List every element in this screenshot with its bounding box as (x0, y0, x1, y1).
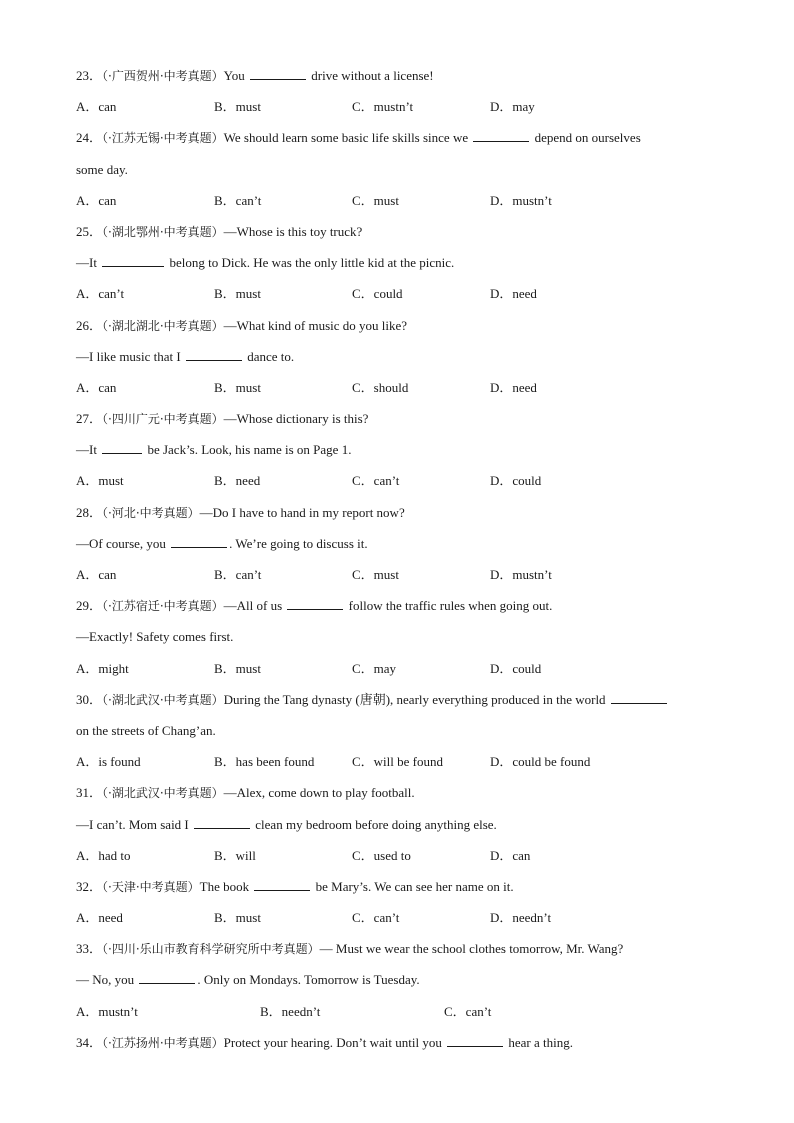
options-row (76, 469, 726, 500)
answer-option: C．must (352, 192, 399, 208)
question-text: hear a thing. (505, 1034, 573, 1050)
answer-option: B．must (214, 379, 261, 395)
answer-option: A．can (76, 379, 117, 395)
question-number: 32． (76, 878, 103, 894)
question-line (76, 719, 726, 750)
answer-option: C．can’t (352, 910, 400, 926)
answer-option: A．need (76, 910, 123, 926)
question-stem (76, 220, 726, 251)
question-source: （·江苏扬州·中考真题） (102, 1035, 224, 1050)
answer-option: B．need (214, 473, 261, 489)
answer-option: A．is found (76, 754, 141, 770)
answer-option: D．could be found (490, 754, 591, 770)
question-line (76, 968, 726, 999)
question-number: 26． (76, 317, 103, 333)
question-source: （·湖北鄂州·中考真题） (102, 224, 224, 239)
question-number: 23． (76, 68, 103, 83)
question-number: 25． (76, 223, 103, 239)
question-text: —I like music that I (76, 348, 184, 364)
question-text: The book (199, 878, 253, 894)
answer-blank (102, 254, 164, 267)
question-line (76, 813, 726, 844)
answer-option: A．can (76, 567, 117, 582)
question-number: 34． (76, 1034, 103, 1050)
answer-option: B．must (214, 910, 261, 926)
answer-option: D．may (490, 99, 535, 115)
question-number: 27． (76, 411, 103, 427)
question-stem (76, 1031, 726, 1062)
question-stem (76, 937, 726, 968)
question-text: on the streets of Chang’an. (76, 722, 216, 738)
answer-blank (447, 1034, 503, 1047)
question-number: 29． (76, 598, 103, 614)
question-stem (76, 126, 726, 157)
answer-option: D．could (490, 660, 542, 676)
question-stem (76, 501, 726, 532)
options-row (76, 282, 726, 313)
answer-option: B．has been found (214, 754, 315, 770)
question-number: 28． (76, 504, 103, 520)
answer-blank (254, 878, 310, 891)
question-text: — Must we wear the school clothes tomorrow, Mr. Wang? (319, 941, 624, 957)
answer-option: D．need (490, 286, 537, 302)
answer-option: B．will (214, 847, 256, 863)
question-text: —Of course, you (76, 535, 170, 551)
answer-option: C．used to (352, 847, 411, 863)
answer-blank (171, 535, 227, 548)
question-line (76, 345, 726, 376)
question-text: —Whose is this toy truck? (223, 223, 363, 239)
answer-option: D．could (490, 473, 542, 489)
question-number: 30． (76, 691, 103, 707)
answer-option: B．can’t (214, 567, 262, 582)
question-text: — No, you (76, 972, 138, 988)
answer-option: A．might (76, 660, 129, 676)
answer-blank (194, 816, 250, 829)
question-source: （·湖北武汉·中考真题） (102, 692, 224, 707)
question-text: follow the traffic rules when going out. (345, 598, 553, 614)
question-text: —What kind of music do you like? (223, 317, 408, 333)
question-stem (76, 688, 726, 719)
answer-option: C．mustn’t (352, 99, 414, 115)
answer-option: A．can (76, 192, 117, 208)
question-text: some day. (76, 161, 128, 177)
answer-blank (287, 597, 343, 610)
answer-option: D．mustn’t (490, 567, 552, 582)
options-row (76, 189, 726, 220)
question-stem (76, 407, 726, 438)
question-source: （·湖北湖北·中考真题） (102, 318, 224, 333)
answer-option: C．should (352, 379, 409, 395)
answer-option: D．can (490, 847, 531, 863)
answer-option: D．needn’t (490, 910, 552, 926)
question-text: be Mary’s. We can see her name on it. (312, 878, 514, 894)
options-row (76, 657, 726, 688)
question-text: —Whose dictionary is this? (223, 411, 369, 427)
answer-blank (139, 971, 195, 984)
answer-option: C．may (352, 660, 397, 676)
question-text: drive without a license! (308, 68, 434, 83)
question-text: —Do I have to hand in my report now? (199, 504, 405, 520)
question-text: —I can’t. Mom said I (76, 816, 193, 832)
question-line (76, 532, 726, 563)
question-source: （·江苏宿迁·中考真题） (102, 599, 224, 614)
question-text: depend on ourselves (531, 130, 641, 146)
options-row (76, 95, 726, 126)
question-stem (76, 875, 726, 906)
question-text: belong to Dick. He was the only little kid at the picnic. (166, 255, 455, 271)
question-text: —Exactly! Safety comes first. (76, 629, 234, 645)
answer-option: B．must (214, 99, 261, 115)
question-list (76, 64, 726, 1062)
answer-blank (186, 348, 242, 361)
question-text: dance to. (243, 348, 295, 364)
answer-blank (102, 441, 142, 454)
options-row (76, 376, 726, 407)
question-source: （·广西贺州·中考真题） (102, 69, 224, 83)
question-text: . Only on Mondays. Tomorrow is Tuesday. (197, 972, 420, 988)
question-text: . We’re going to discuss it. (229, 535, 368, 551)
question-line (76, 438, 726, 469)
question-text: —All of us (223, 598, 286, 614)
options-row (76, 750, 726, 781)
question-text: —It (76, 255, 101, 271)
options-row (76, 844, 726, 875)
answer-option: D．need (490, 379, 537, 395)
question-stem (76, 314, 726, 345)
answer-option: A．must (76, 473, 124, 489)
answer-option: A．can (76, 99, 117, 115)
question-number: 24． (76, 130, 103, 146)
answer-option: A．can’t (76, 286, 125, 302)
question-text: We should learn some basic life skills since we (223, 130, 472, 146)
question-text: During the Tang dynasty (唐朝), nearly everything produced in the world (223, 691, 609, 707)
question-source: （·天津·中考真题） (102, 879, 200, 894)
question-text: You (223, 68, 248, 83)
question-source: （·四川·乐山市教育科学研究所中考真题） (102, 942, 320, 957)
question-number: 33． (76, 941, 103, 957)
answer-blank (473, 129, 529, 142)
question-source: （·江苏无锡·中考真题） (102, 131, 224, 146)
answer-blank (611, 691, 667, 704)
question-stem (76, 64, 726, 95)
answer-option: C．can’t (352, 473, 400, 489)
answer-option: C．could (352, 286, 403, 302)
question-text: —It (76, 442, 101, 458)
question-text: —Alex, come down to play football. (223, 785, 415, 801)
answer-option: B．needn’t (260, 1003, 321, 1019)
question-line (76, 625, 726, 656)
answer-option: A．had to (76, 847, 131, 863)
answer-option: B．can’t (214, 192, 262, 208)
question-line (76, 158, 726, 189)
answer-option: C．can’t (444, 1003, 492, 1019)
question-source: （·河北·中考真题） (102, 505, 200, 520)
answer-option: C．will be found (352, 754, 443, 770)
answer-option: D．mustn’t (490, 192, 552, 208)
question-text: be Jack’s. Look, his name is on Page 1. (144, 442, 352, 458)
question-number: 31． (76, 785, 103, 801)
question-source: （·四川广元·中考真题） (102, 412, 224, 427)
question-line (76, 251, 726, 282)
answer-option: A．mustn’t (76, 1003, 138, 1019)
answer-option: B．must (214, 660, 261, 676)
question-stem (76, 594, 726, 625)
question-text: Protect your hearing. Don’t wait until you (223, 1034, 446, 1050)
answer-option: B．must (214, 286, 261, 302)
options-row (76, 906, 726, 937)
question-text: clean my bedroom before doing anything else. (252, 816, 497, 832)
options-row (76, 563, 726, 594)
answer-option: C．must (352, 567, 399, 582)
question-source: （·湖北武汉·中考真题） (102, 786, 224, 801)
question-stem (76, 781, 726, 812)
options-row (76, 1000, 726, 1031)
answer-blank (250, 67, 306, 80)
